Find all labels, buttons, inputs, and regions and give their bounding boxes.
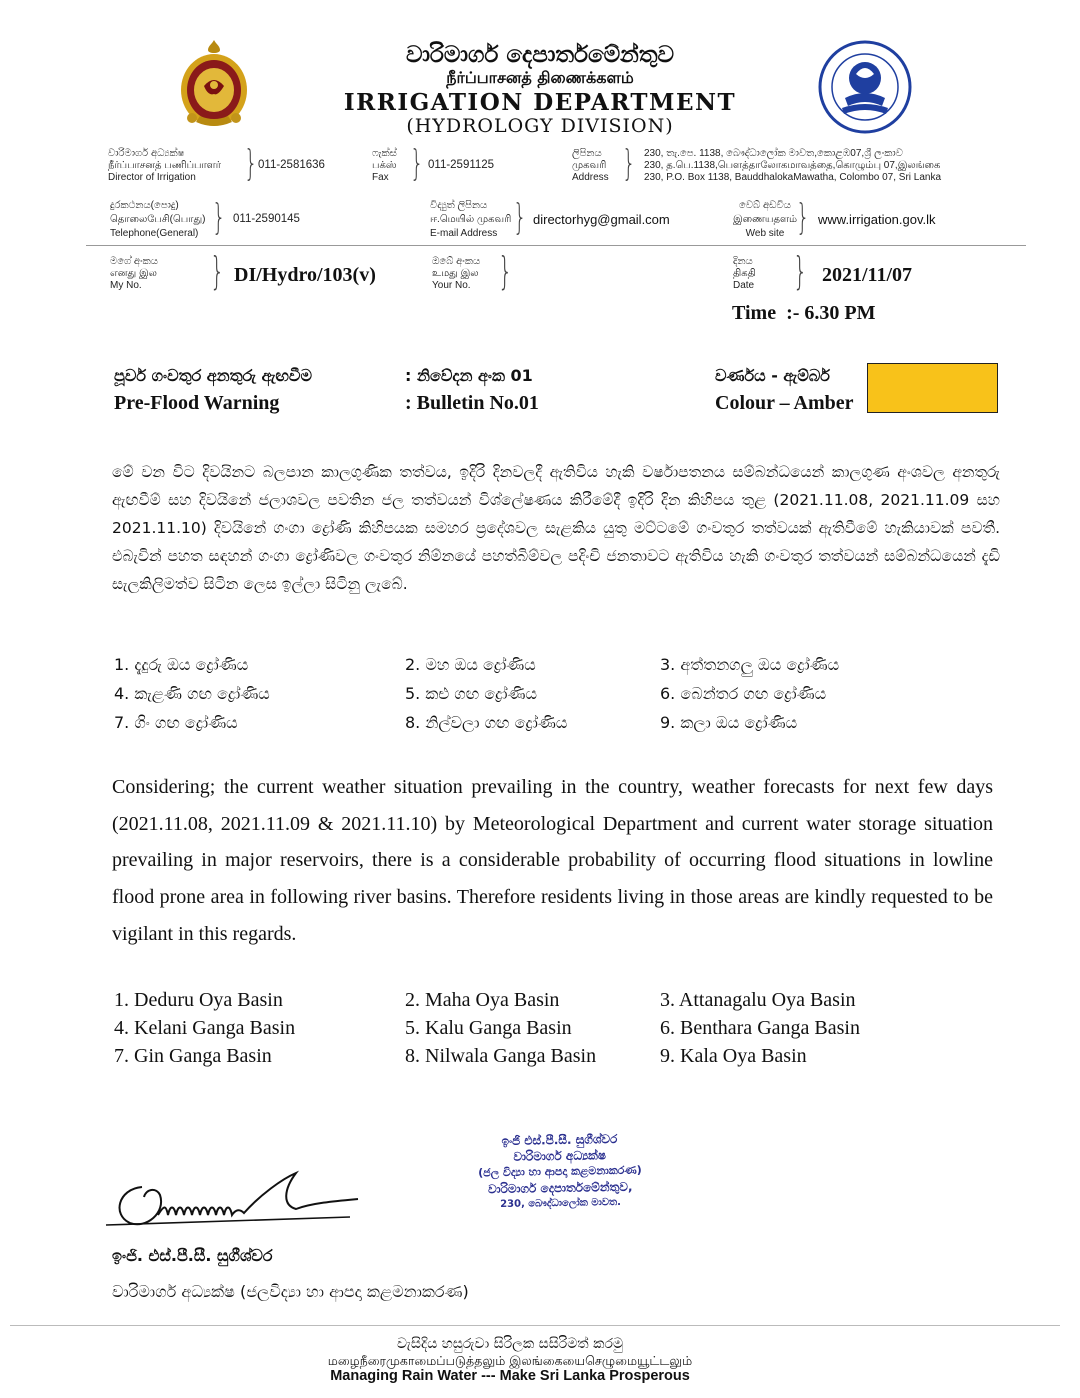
- my-no-label-ta: எனது இல: [110, 268, 157, 279]
- director-phone: 011-2581636: [258, 159, 325, 171]
- tel-label-en: Telephone(General): [110, 228, 199, 239]
- brace-icon: }: [244, 143, 258, 184]
- fax-label-en: Fax: [372, 172, 389, 183]
- brace-icon: }: [210, 249, 225, 293]
- basin-si-6: 6. බෙන්තර ගඟ ද්‍රෝණිය: [660, 684, 827, 703]
- basin-si-2: 2. මහ ඔය ද්‍රෝණිය: [405, 655, 536, 674]
- stamp-line-1: ඉංජි එස්.පී.සී. සුගීශ්වර: [501, 1131, 618, 1149]
- address-label-ta: முகவரி: [572, 160, 607, 171]
- your-no-label-en: Your No.: [432, 280, 471, 291]
- national-emblem-logo: [178, 38, 250, 130]
- division-title: (HYDROLOGY DIVISION): [406, 115, 674, 137]
- my-reference-number: DI/Hydro/103(v): [234, 264, 376, 286]
- brace-icon: }: [796, 197, 810, 238]
- signatory-name: ඉංජි. එස්.පී.සී. සුගීශ්වර: [112, 1246, 273, 1265]
- warning-type-english: Pre-Flood Warning: [114, 392, 280, 414]
- dept-title-tamil: நீர்ப்பாசனத் திணைக்களம்: [446, 68, 634, 87]
- footer-sinhala: වැසිදිය හසුරුවා සිරිලක සසිරිමත් කරමු: [396, 1336, 624, 1352]
- your-no-label: [432, 256, 502, 292]
- address-line-ta: 230, த.பெ.1138,பௌத்தாலோகமாவத்தை,கொழும்பு 07,இலங்கை: [644, 160, 941, 171]
- address-label-en: Address: [572, 172, 609, 183]
- date-label: [733, 256, 793, 292]
- official-stamp: [419, 1130, 700, 1215]
- department-logo: [818, 40, 912, 134]
- amber-colour-swatch: [867, 363, 998, 413]
- web-label-ta: இணையதளம்: [732, 214, 798, 225]
- header-divider: [86, 245, 1026, 246]
- footer-tamil: மழைநீரைமுகாமைப்படுத்தலும் இலங்கையைசெழுமையூட்டலும்: [327, 1353, 693, 1368]
- basin-si-8: 8. නිල්වලා ගඟ ද්‍රෝණිය: [405, 713, 568, 732]
- basin-si-3: 3. අත්තනගලු ඔය ද්‍රෝණිය: [660, 655, 840, 674]
- dept-title-english: IRRIGATION DEPARTMENT: [343, 89, 737, 116]
- website-link[interactable]: www.irrigation.gov.lk: [818, 212, 936, 227]
- basin-en-6: 6. Benthara Ganga Basin: [660, 1017, 860, 1039]
- my-no-label-si: මගේ අංකය: [110, 256, 158, 267]
- your-no-label-ta: உமது இல: [432, 268, 479, 279]
- brace-icon: }: [498, 249, 513, 293]
- brace-icon: }: [513, 197, 527, 238]
- stamp-line-2: වාරිමාර්ග අධ්‍යක්ෂ: [513, 1148, 607, 1164]
- letter-time: Time :- 6.30 PM: [732, 302, 876, 324]
- address-label-si: ලිපිනය: [572, 148, 602, 159]
- website-label: [725, 200, 805, 240]
- dept-title-sinhala: වාරිමාර්ග දෙපාර්තමේන්තුව: [405, 42, 675, 68]
- paragraph-sinhala: මේ වන විට දිවයිනට බලපාන කාලගුණික තත්වය, ඉදිරි දිනවලදී ඇතිවිය හැකි වර්ෂාපතනය සම්බන්ධයෙන් කාලගුණ අංශවල අනතුරු ඇඟවීම් සහ දිවයිනේ ජලාශවල පවතින ජල තත්වයන් විශ්ලේෂණය කිරීමේදී ඉදිරි දින කිහිපය තුළ (2021.11.08, 2021.11.09 සහ 2021.11.10) දිවයිනේ ගංගා ද්‍රෝණි කිහිපයක සමහර ප්‍රදේශවල සැළකිය යුතු මට්ටමේ ගංවතුර තත්වයක් ඇතිවීමේ හැකියාවක් පවතී. එබැවින් පහත සඳහන් ගංගා ද්‍රෝණිවල ගංවතුර නිම්නයේ පහත්බිම්වල පදිංචි ජනතාවට ඇතිවිය හැකි ගංවතුර තත්වයන් සම්බන්ධයෙන් දැඩි සැලකිලිමත්ව සිටින ලෙස ඉල්ලා සිටිනු ලැබේ.: [112, 463, 1000, 593]
- bulletin-english: : Bulletin No.01: [405, 392, 539, 414]
- paragraph-english: Considering; the current weather situation prevailing in the country, weather forecasts for next few days (2021.11.08, 2021.11.09 & 2021.11.10) by Meteorological Department and current water storage situation prevailing in major reservoirs, there is a considerable probability of occurring flood situations in lowline flood prone area in following river basins. Therefore residents living in those areas are kindly requested to be vigilant in this regards.: [112, 776, 993, 945]
- brace-icon: }: [793, 249, 808, 293]
- tel-label-si: දුරකථනය(පොදු): [110, 200, 179, 211]
- email-label-si: විද්‍යුත් ලිපිනය: [430, 200, 488, 211]
- director-label-si: වාරිමාර්ග අධ්‍යක්ෂ: [108, 148, 185, 159]
- email-label: [430, 200, 520, 240]
- telephone-number: 011-2590145: [233, 213, 300, 225]
- signatory-title: වාරිමාර්ග අධ්‍යක්ෂ (ජලවිද්‍යා හා ආපදා කළමනාකරණ): [112, 1282, 469, 1301]
- email-label-ta: ஈ.மெயில் முகவரி: [430, 214, 512, 225]
- brace-icon: }: [410, 143, 424, 184]
- footer-english: Managing Rain Water --- Make Sri Lanka Prosperous: [330, 1368, 690, 1384]
- director-label-en: Director of Irrigation: [108, 172, 196, 183]
- colour-sinhala: වර්ණය - ඇම්බර්: [715, 366, 830, 385]
- stamp-line-4: වාරිමාර්ග දෙපාර්තමේන්තුව,: [487, 1179, 633, 1197]
- web-label-en: Web site: [745, 228, 785, 239]
- basin-si-1: 1. දැදුරු ඔය ද්‍රෝණිය: [114, 655, 249, 674]
- basin-en-1: 1. Deduru Oya Basin: [114, 989, 283, 1011]
- colour-english: Colour – Amber: [715, 392, 854, 414]
- basin-si-7: 7. ගිං ගඟ ද්‍රෝණිය: [114, 713, 238, 732]
- warning-type-sinhala: පූර්ව ගංවතුර අනතුරු ඇඟවීම: [114, 366, 312, 385]
- stamp-line-5: 230, බෞද්ධාලෝක මාවත.: [500, 1196, 622, 1211]
- tel-label-ta: தொலைபேசி(பொது): [110, 214, 206, 225]
- brace-icon: }: [212, 197, 226, 238]
- footer-divider: [10, 1325, 1060, 1326]
- brace-icon: }: [622, 143, 636, 184]
- date-label-si: දිනය: [733, 256, 753, 267]
- handwritten-signature: [100, 1165, 370, 1235]
- basin-en-5: 5. Kalu Ganga Basin: [405, 1017, 572, 1039]
- basin-si-9: 9. කලා ඔය ද්‍රෝණිය: [660, 713, 798, 732]
- basin-en-3: 3. Attanagalu Oya Basin: [660, 989, 856, 1011]
- basin-en-4: 4. Kelani Ganga Basin: [114, 1017, 296, 1039]
- basin-en-7: 7. Gin Ganga Basin: [114, 1045, 272, 1067]
- fax-label-ta: பக்ஸ்: [372, 160, 397, 171]
- basin-en-2: 2. Maha Oya Basin: [405, 989, 560, 1011]
- email-link[interactable]: directorhyg@gmail.com: [533, 212, 670, 227]
- director-label-ta: நீர்ப்பாசனத் பணிப்பாளர்: [108, 160, 221, 171]
- basin-si-5: 5. කළු ගඟ ද්‍රෝණිය: [405, 684, 537, 703]
- letter-date: 2021/11/07: [822, 264, 913, 286]
- your-no-label-si: ඔබේ අංකය: [432, 256, 481, 267]
- stamp-line-3: (ජල විද්‍යා හා ආපදා කළමනාකරණ): [478, 1163, 642, 1180]
- bulletin-sinhala: : නිවේදන අංක 01: [405, 366, 533, 385]
- address-line-en: 230, P.O. Box 1138, BauddhalokaMawatha, Colombo 07, Sri Lanka: [644, 172, 942, 183]
- fax-number: 011-2591125: [428, 159, 495, 171]
- address-text: [644, 148, 984, 184]
- my-no-label-en: My No.: [110, 280, 142, 291]
- basin-en-9: 9. Kala Oya Basin: [660, 1045, 807, 1067]
- date-label-ta: திகதி: [733, 268, 756, 279]
- address-line-si: 230, තැ.පෙ. 1138, බෞද්ධාලෝක මාවත,කොළඹ07,ශ්‍රී ලංකාව: [644, 148, 903, 159]
- basin-si-4: 4. කැළණි ගඟ ද්‍රෝණිය: [114, 684, 270, 703]
- date-label-en: Date: [733, 280, 755, 291]
- fax-label-si: ෆැක්ස්: [372, 148, 397, 159]
- director-label: [108, 148, 248, 184]
- web-label-si: වෙබ් අඩවිය: [739, 200, 791, 211]
- basin-en-8: 8. Nilwala Ganga Basin: [405, 1045, 597, 1067]
- email-label-en: E-mail Address: [430, 228, 498, 239]
- my-no-label: [110, 256, 200, 292]
